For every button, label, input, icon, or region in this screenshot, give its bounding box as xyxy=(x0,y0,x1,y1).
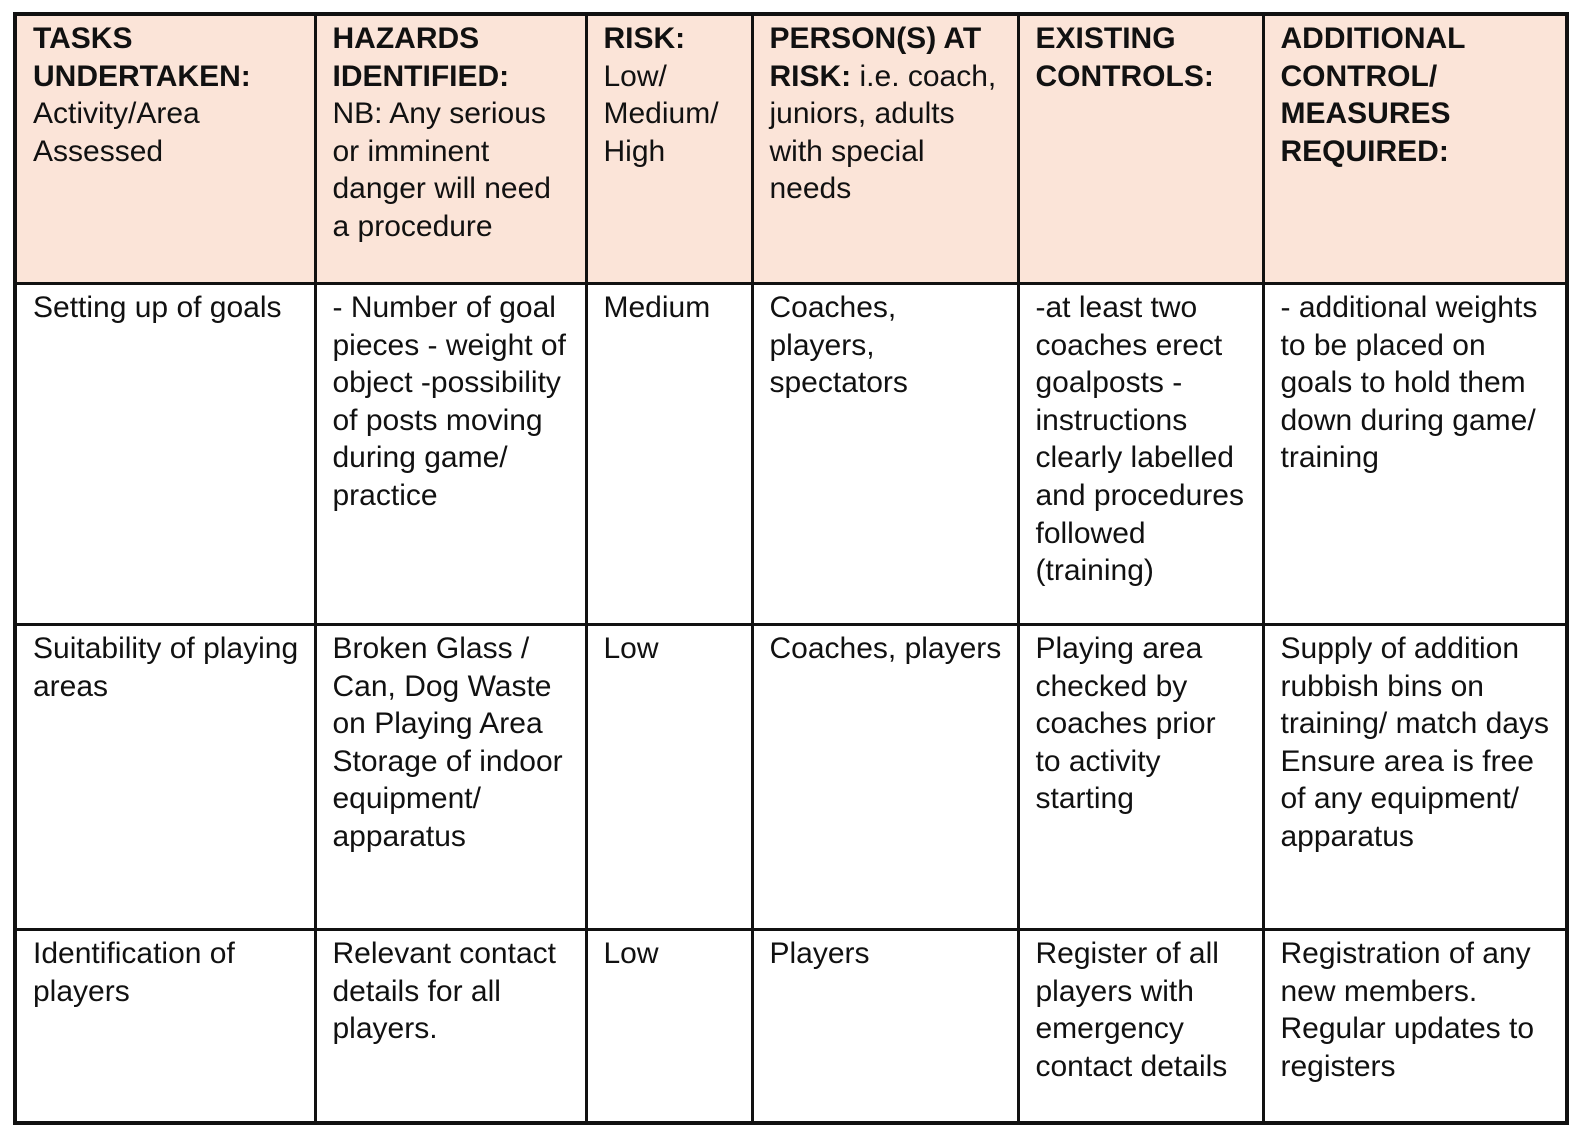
cell-persons: Coaches, players, spectators xyxy=(752,284,1018,625)
cell-risk: Low xyxy=(586,930,752,1124)
cell-existing-controls: -at least two coaches erect goalposts - instructions clearly labelled and procedures followed (training) xyxy=(1018,284,1263,625)
header-risk xyxy=(586,14,752,284)
risk-assessment-table xyxy=(13,12,1569,1125)
cell-additional-controls: - additional weights to be placed on goals to hold them down during game/ training xyxy=(1263,284,1567,625)
header-persons-at-risk xyxy=(752,14,1018,284)
header-hazards-identified xyxy=(315,14,586,284)
table-row xyxy=(15,930,1567,1124)
header-bold-text: HAZARDS IDENTIFIED: xyxy=(332,22,510,93)
header-normal-text: Activity/Area Assessed xyxy=(33,97,200,168)
cell-hazards: Relevant contact details for all players. xyxy=(315,930,586,1124)
cell-risk: Medium xyxy=(586,284,752,625)
header-tasks-undertaken xyxy=(15,14,315,284)
cell-hazards: Broken Glass / Can, Dog Waste on Playing Area Storage of indoor equipment/ apparatus xyxy=(315,625,586,930)
cell-persons: Players xyxy=(752,930,1018,1124)
header-bold-text: TASKS UNDERTAKEN: xyxy=(33,22,251,93)
header-normal-text: i.e. coach, juniors, adults with special needs xyxy=(769,59,997,206)
header-bold-text: ADDITIONAL CONTROL/ MEASURES REQUIRED: xyxy=(1280,22,1465,168)
cell-task: Suitability of playing areas xyxy=(15,625,315,930)
header-normal-text: Low/ Medium/ High xyxy=(603,59,719,168)
cell-persons: Coaches, players xyxy=(752,625,1018,930)
cell-task: Identification of players xyxy=(15,930,315,1124)
risk-assessment-sheet xyxy=(13,12,1565,1125)
header-normal-text: NB: Any serious or imminent danger will need a procedure xyxy=(332,97,551,243)
cell-additional-controls: Supply of addition rubbish bins on training/ match days Ensure area is free of any equipment/ apparatus xyxy=(1263,625,1567,930)
cell-additional-controls: Registration of any new members. Regular updates to registers xyxy=(1263,930,1567,1124)
header-bold-text: PERSON(S) AT RISK: xyxy=(769,22,982,93)
cell-hazards: - Number of goal pieces - weight of object -possibility of posts moving during game/ practice xyxy=(315,284,586,625)
header-additional-controls xyxy=(1263,14,1567,284)
cell-task: Setting up of goals xyxy=(15,284,315,625)
cell-existing-controls: Playing area checked by coaches prior to activity starting xyxy=(1018,625,1263,930)
cell-existing-controls: Register of all players with emergency contact details xyxy=(1018,930,1263,1124)
table-row xyxy=(15,625,1567,930)
header-bold-text: RISK: xyxy=(603,22,686,55)
table-row xyxy=(15,284,1567,625)
header-row xyxy=(15,14,1567,284)
cell-risk: Low xyxy=(586,625,752,930)
header-existing-controls xyxy=(1018,14,1263,284)
header-bold-text: EXISTING CONTROLS: xyxy=(1035,22,1214,93)
